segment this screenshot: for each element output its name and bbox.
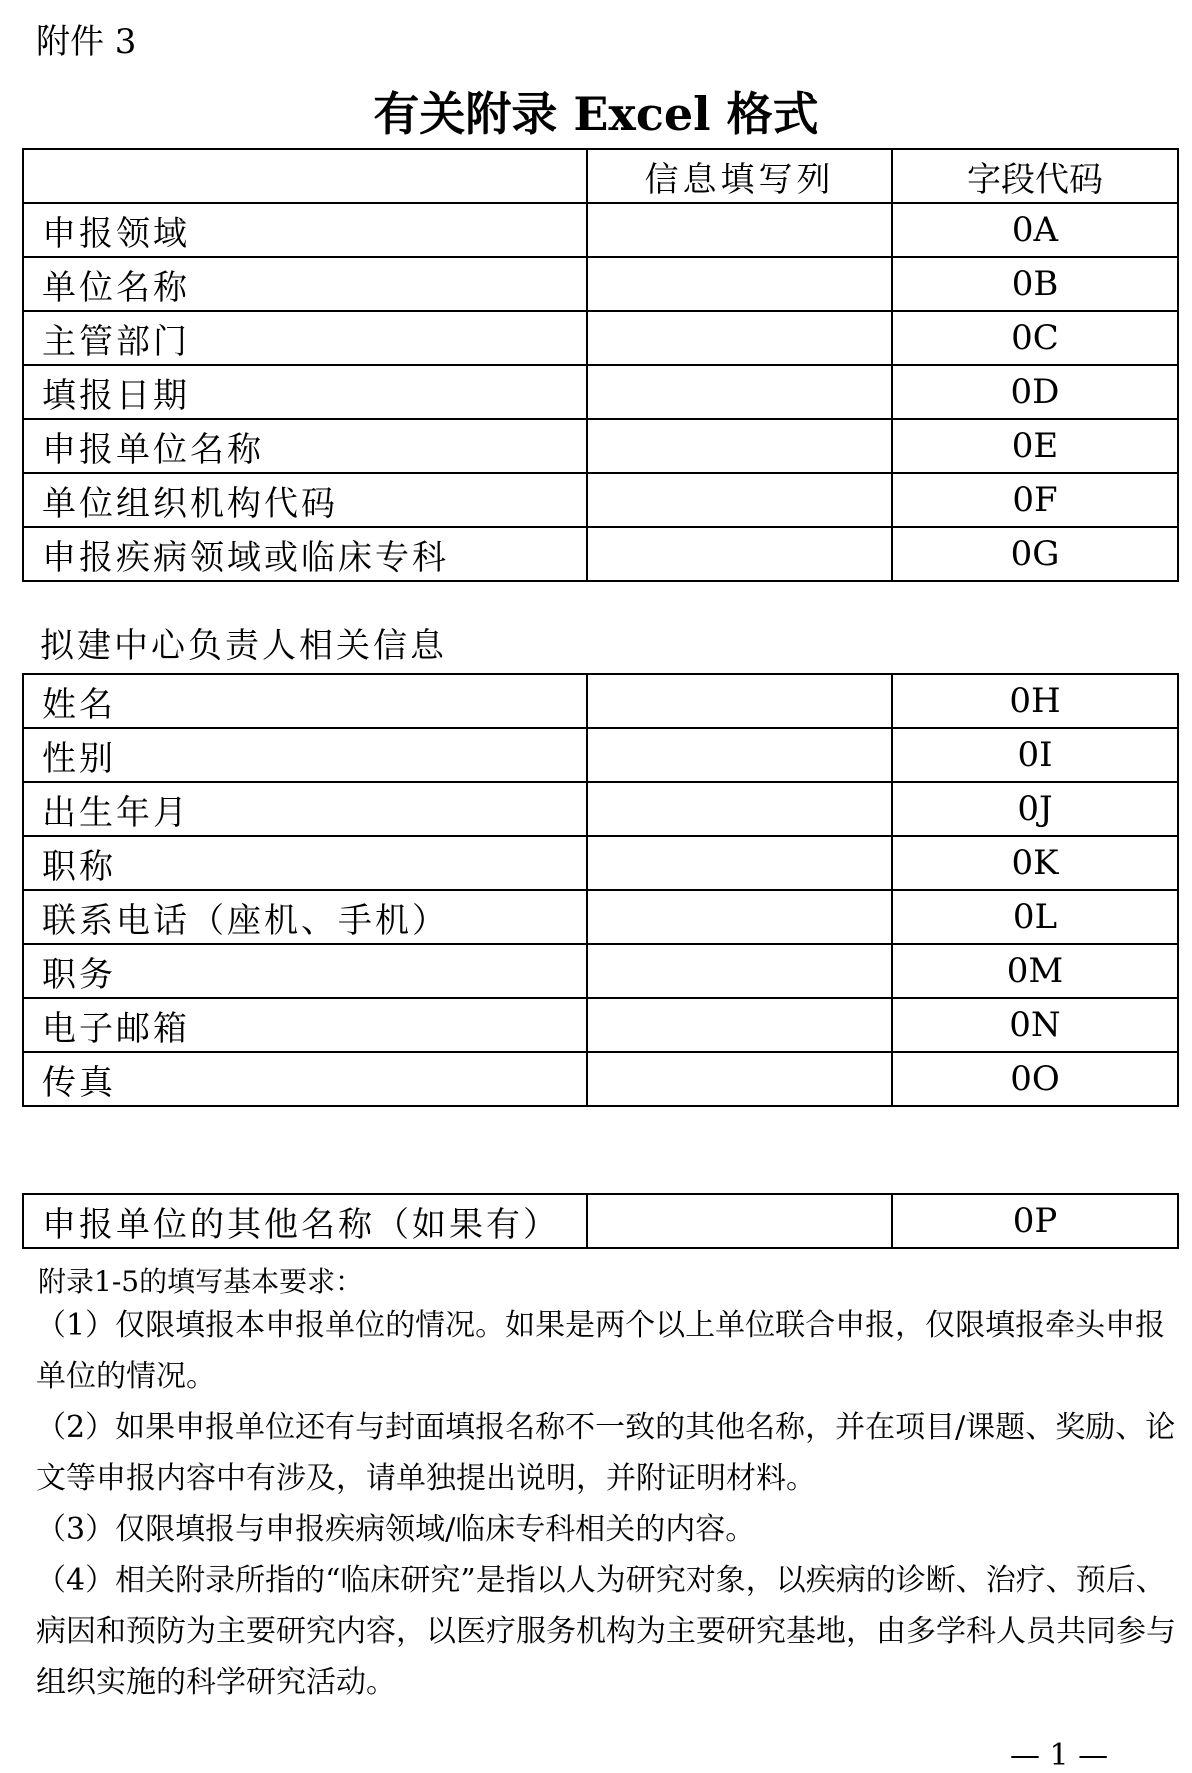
field-code: 0A — [892, 203, 1178, 257]
table-row — [23, 203, 1178, 257]
table-row — [23, 998, 1178, 1052]
field-code: 0J — [892, 782, 1178, 836]
field-label: 单位组织机构代码 — [23, 473, 587, 527]
field-code: 0F — [892, 473, 1178, 527]
info-fill-cell[interactable] — [587, 782, 892, 836]
field-code: 0B — [892, 257, 1178, 311]
table-row — [23, 1052, 1178, 1106]
leader-info-table — [22, 673, 1179, 1107]
info-fill-cell[interactable] — [587, 728, 892, 782]
page-number: — 1 — — [1010, 1738, 1109, 1773]
field-label: 填报日期 — [23, 365, 587, 419]
field-label: 电子邮箱 — [23, 998, 587, 1052]
requirements-list — [36, 1300, 1176, 1708]
table-row — [23, 1194, 1178, 1248]
header-info-column: 信息填写列 — [587, 149, 892, 203]
info-fill-cell[interactable] — [587, 998, 892, 1052]
table-row — [23, 782, 1178, 836]
attachment-label: 附件 3 — [36, 22, 137, 62]
field-label: 申报单位的其他名称（如果有） — [23, 1194, 587, 1248]
info-fill-cell[interactable] — [587, 527, 892, 581]
info-fill-cell[interactable] — [587, 311, 892, 365]
info-fill-cell[interactable] — [587, 1194, 892, 1248]
field-label: 申报疾病领域或临床专科 — [23, 527, 587, 581]
info-fill-cell[interactable] — [587, 473, 892, 527]
table-row — [23, 944, 1178, 998]
header-code-column: 字段代码 — [892, 149, 1178, 203]
field-code: 0K — [892, 836, 1178, 890]
requirement-item: （4）相关附录所指的“临床研究”是指以人为研究对象，以疾病的诊断、治疗、预后、病因和预防为主要研究内容，以医疗服务机构为主要研究基地，由多学科人员共同参与组织实施的科学研究活动。 — [36, 1563, 1176, 1700]
other-name-table — [22, 1193, 1179, 1249]
info-fill-cell[interactable] — [587, 674, 892, 728]
basic-info-table — [22, 148, 1179, 582]
table-row — [23, 311, 1178, 365]
field-code: 0N — [892, 998, 1178, 1052]
page-title: 有关附录 Excel 格式 — [373, 87, 819, 141]
field-label: 申报领域 — [23, 203, 587, 257]
field-label: 传真 — [23, 1052, 587, 1106]
field-code: 0C — [892, 311, 1178, 365]
info-fill-cell[interactable] — [587, 1052, 892, 1106]
field-label: 职务 — [23, 944, 587, 998]
requirement-item: （2）如果申报单位还有与封面填报名称不一致的其他名称，并在项目/课题、奖励、论文等申报内容中有涉及，请单独提出说明，并附证明材料。 — [36, 1410, 1176, 1496]
field-label: 单位名称 — [23, 257, 587, 311]
table-row — [23, 419, 1178, 473]
table-row — [23, 836, 1178, 890]
requirement-item: （3）仅限填报与申报疾病领域/临床专科相关的内容。 — [36, 1512, 756, 1547]
table-row — [23, 365, 1178, 419]
field-label: 姓名 — [23, 674, 587, 728]
info-fill-cell[interactable] — [587, 890, 892, 944]
field-label: 联系电话（座机、手机） — [23, 890, 587, 944]
field-label: 职称 — [23, 836, 587, 890]
field-code: 0L — [892, 890, 1178, 944]
field-code: 0I — [892, 728, 1178, 782]
table-row — [23, 890, 1178, 944]
field-code: 0O — [892, 1052, 1178, 1106]
table-header-row — [23, 149, 1178, 203]
table-row — [23, 257, 1178, 311]
field-code: 0E — [892, 419, 1178, 473]
requirements-title: 附录1-5的填写基本要求： — [38, 1265, 364, 1298]
field-label: 出生年月 — [23, 782, 587, 836]
table-row — [23, 473, 1178, 527]
field-label: 主管部门 — [23, 311, 587, 365]
table-row — [23, 527, 1178, 581]
header-blank-cell — [23, 149, 587, 203]
info-fill-cell[interactable] — [587, 836, 892, 890]
info-fill-cell[interactable] — [587, 257, 892, 311]
field-code: 0D — [892, 365, 1178, 419]
field-label: 申报单位名称 — [23, 419, 587, 473]
field-code: 0P — [892, 1194, 1178, 1248]
info-fill-cell[interactable] — [587, 203, 892, 257]
table-row — [23, 728, 1178, 782]
info-fill-cell[interactable] — [587, 944, 892, 998]
table-row — [23, 674, 1178, 728]
field-label: 性别 — [23, 728, 587, 782]
field-code: 0H — [892, 674, 1178, 728]
info-fill-cell[interactable] — [587, 419, 892, 473]
field-code: 0G — [892, 527, 1178, 581]
info-fill-cell[interactable] — [587, 365, 892, 419]
field-code: 0M — [892, 944, 1178, 998]
section-label-leader: 拟建中心负责人相关信息 — [40, 626, 447, 666]
requirement-item: （1）仅限填报本申报单位的情况。如果是两个以上单位联合申报，仅限填报牵头申报单位的情况。 — [36, 1308, 1166, 1394]
